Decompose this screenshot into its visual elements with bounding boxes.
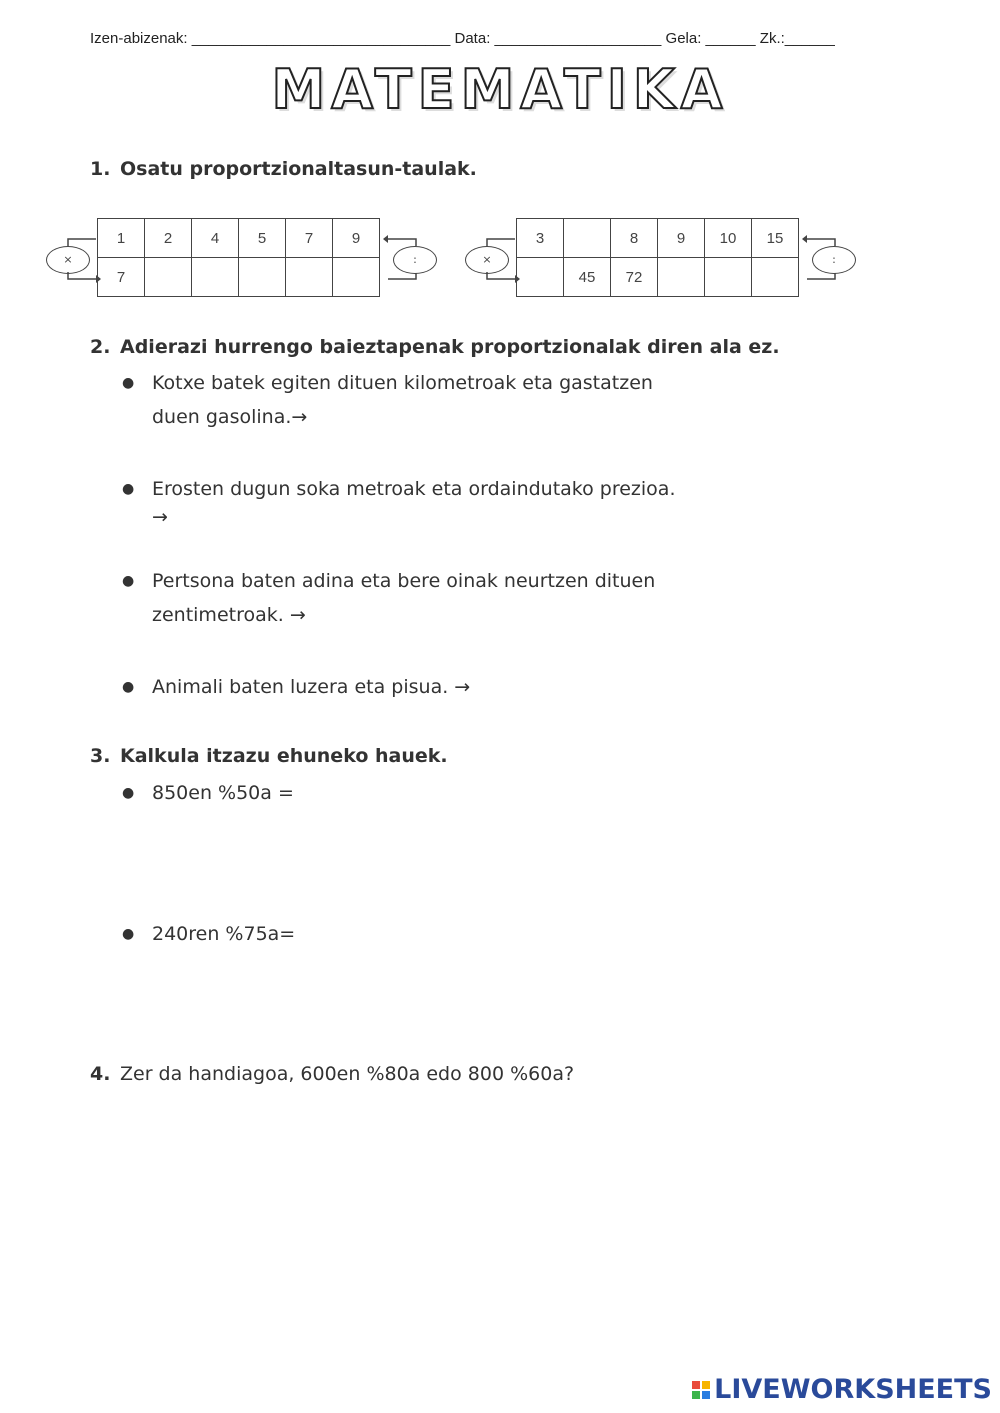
answer-cell[interactable] [239, 258, 286, 297]
answer-cell[interactable] [658, 258, 705, 297]
question-text: Kalkula itzazu ehuneko hauek. [120, 745, 448, 767]
statement-line: Pertsona baten adina eta bere oinak neurtzen dituen [152, 570, 656, 592]
table-cell: 2 [145, 219, 192, 258]
left-arrow-icon [479, 230, 519, 290]
proportion-table-2 [516, 218, 799, 297]
table-cell: 10 [705, 219, 752, 258]
divide-operator-oval: : [393, 246, 437, 274]
bullet-icon: ● [122, 679, 135, 695]
answer-cell[interactable] [705, 258, 752, 297]
table-cell: 8 [611, 219, 658, 258]
statement-line: zentimetroak. → [152, 604, 306, 626]
answer-cell[interactable] [192, 258, 239, 297]
question-number: 2. [90, 336, 111, 358]
bullet-icon: ● [122, 785, 135, 801]
liveworksheets-logo-icon [692, 1381, 710, 1399]
table-cell: 9 [333, 219, 380, 258]
multiply-operator-oval: × [465, 246, 509, 274]
table-cell: 3 [517, 219, 564, 258]
table-cell: 7 [98, 258, 145, 297]
question-1 [90, 158, 477, 180]
table-cell: 15 [752, 219, 799, 258]
table-cell: 4 [192, 219, 239, 258]
answer-cell[interactable] [752, 258, 799, 297]
statement-line: Erosten dugun soka metroak eta ordaindutako prezioa. [152, 478, 676, 500]
calculation-prompt: 240ren %75a= [152, 923, 296, 945]
statement-line: → [152, 506, 168, 528]
bullet-icon: ● [122, 481, 135, 497]
statement-line: Animali baten luzera eta pisua. → [152, 676, 471, 698]
answer-cell[interactable] [333, 258, 380, 297]
page-title: MATEMATIKA [271, 58, 729, 121]
logo-square [692, 1381, 700, 1389]
table-cell: 1 [98, 219, 145, 258]
question-number: 4. [90, 1063, 111, 1085]
bullet-icon: ● [122, 926, 135, 942]
student-info-line: Izen-abizenak: _______________________________ Data: ____________________ Gela: ______ Zk.:______ [90, 30, 835, 47]
answer-cell[interactable] [517, 258, 564, 297]
statement-line: Kotxe batek egiten dituen kilometroak eta gastatzen [152, 372, 653, 394]
left-arrow-icon [60, 230, 100, 290]
liveworksheets-logo [692, 1374, 992, 1405]
bullet-icon: ● [122, 573, 135, 589]
answer-cell[interactable] [145, 258, 192, 297]
bullet-icon: ● [122, 375, 135, 391]
answer-cell[interactable] [564, 219, 611, 258]
question-text: Adierazi hurrengo baieztapenak proportzionalak diren ala ez. [120, 336, 780, 358]
table-cell: 5 [239, 219, 286, 258]
divide-operator-oval: : [812, 246, 856, 274]
proportion-table-1 [97, 218, 380, 297]
question-number: 3. [90, 745, 111, 767]
statement-line: duen gasolina.→ [152, 406, 308, 428]
table-cell: 72 [611, 258, 658, 297]
question-2 [90, 336, 780, 358]
logo-square [692, 1391, 700, 1399]
table-cell: 7 [286, 219, 333, 258]
logo-square [702, 1381, 710, 1389]
question-number: 1. [90, 158, 111, 180]
logo-text: LIVEWORKSHEETS [714, 1374, 992, 1405]
question-text: Zer da handiagoa, 600en %80a edo 800 %60a? [120, 1063, 575, 1085]
logo-square [702, 1391, 710, 1399]
answer-cell[interactable] [286, 258, 333, 297]
calculation-prompt: 850en %50a = [152, 782, 294, 804]
table-cell: 9 [658, 219, 705, 258]
question-3 [90, 745, 448, 767]
multiply-operator-oval: × [46, 246, 90, 274]
table-cell: 45 [564, 258, 611, 297]
question-4 [90, 1063, 574, 1085]
question-text: Osatu proportzionaltasun-taulak. [120, 158, 477, 180]
